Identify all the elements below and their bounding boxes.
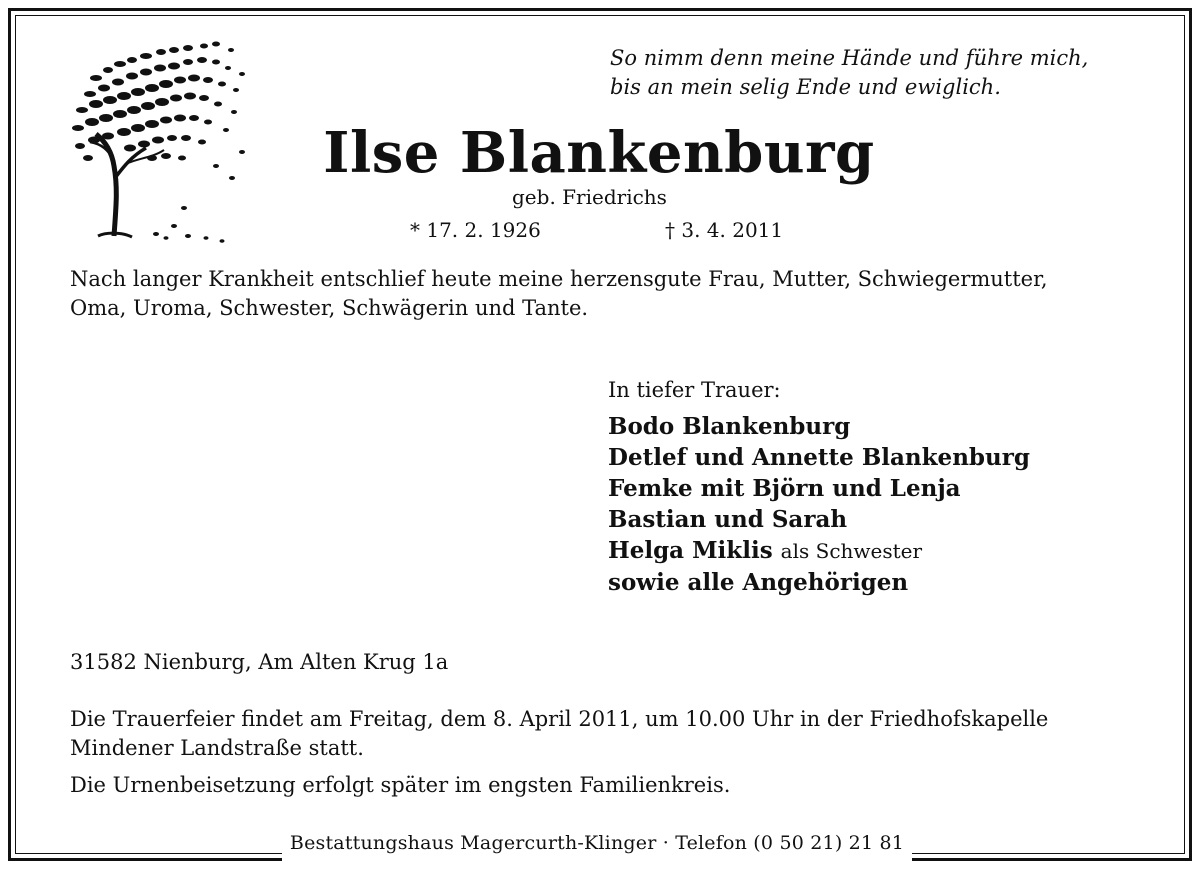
urn-info: Die Urnenbeisetzung erfolgt später im engsten Familienkreis. (70, 773, 731, 797)
mourner: sowie alle Angehörigen (608, 569, 909, 596)
mourning-label: In tiefer Trauer: (608, 378, 781, 402)
mourner: Detlef und Annette Blankenburg (608, 444, 1030, 471)
quote-line-2: bis an mein selig Ende und ewiglich. (610, 75, 1001, 99)
funeral-line-2: Mindener Landstraße statt. (70, 736, 364, 760)
mourners-list (608, 411, 1030, 598)
quote-line-1: So nimm denn meine Hände und führe mich, (610, 46, 1089, 70)
quote (610, 44, 1088, 102)
death-date: † 3. 4. 2011 (665, 218, 784, 242)
mourner-sister (608, 535, 1030, 567)
funeral-home-footer: Bestattungshaus Magercurth-Klinger · Telefon (0 50 21) 21 81 (289, 832, 905, 854)
mourner: Bodo Blankenburg (608, 413, 851, 440)
intro-text (70, 265, 1150, 323)
mourner: Femke mit Björn und Lenja (608, 475, 961, 502)
intro-line-2: Oma, Uroma, Schwester, Schwägerin und Tante. (70, 296, 589, 320)
funeral-line-1: Die Trauerfeier findet am Freitag, dem 8. April 2011, um 10.00 Uhr in der Friedhofskapelle (70, 707, 1049, 731)
funeral-info (70, 705, 1160, 763)
address: 31582 Nienburg, Am Alten Krug 1a (70, 650, 449, 674)
birth-date: * 17. 2. 1926 (410, 218, 541, 242)
intro-line-1: Nach langer Krankheit entschlief heute meine herzensgute Frau, Mutter, Schwiegermutter, (70, 267, 1048, 291)
mourner: Bastian und Sarah (608, 506, 848, 533)
mourner-relation: als Schwester (780, 539, 923, 563)
birth-name: geb. Friedrichs (512, 185, 667, 209)
deceased-name: Ilse Blankenburg (323, 120, 875, 186)
mourner: Helga Miklis (608, 537, 773, 564)
